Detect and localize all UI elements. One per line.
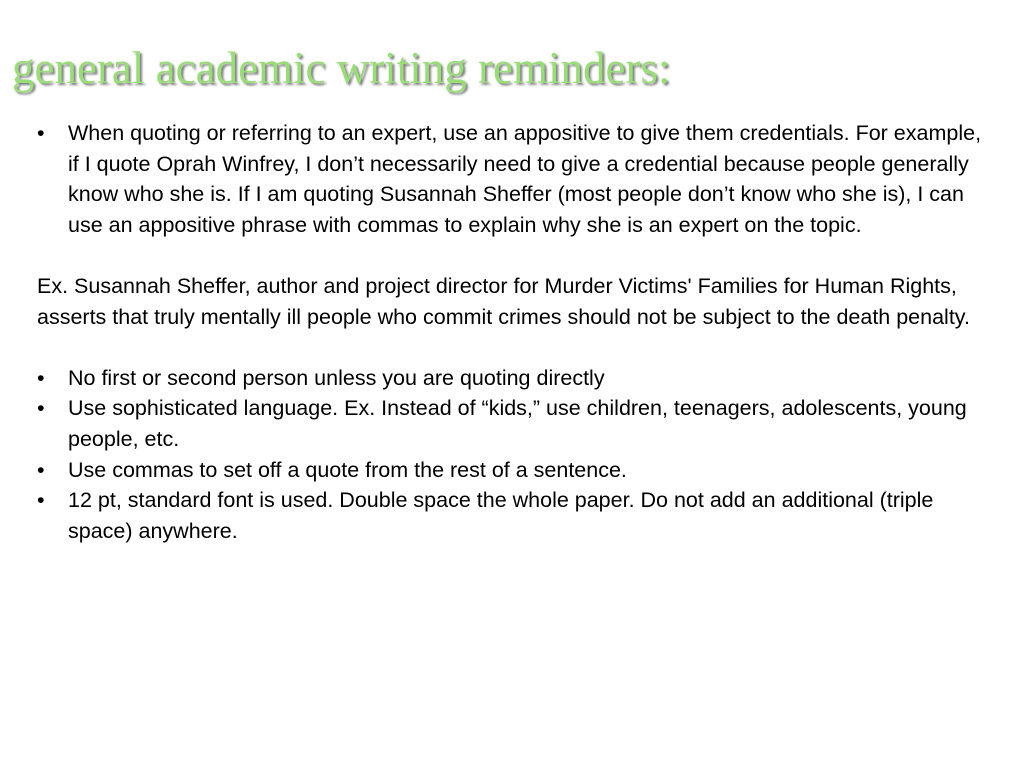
bullet-item xyxy=(37,485,987,546)
bullet-icon: • xyxy=(37,396,45,421)
bullet-icon: • xyxy=(37,121,45,145)
bullet-text: Use sophisticated language. Ex. Instead of “kids,” use children, teenagers, adolescents, young people, etc. xyxy=(68,396,967,451)
bullet-icon: • xyxy=(37,488,45,513)
bullet-item xyxy=(37,363,987,394)
slide-title: general academic writing reminders: xyxy=(12,43,671,93)
slide-body xyxy=(37,118,987,546)
example-paragraph: Ex. Susannah Sheffer, author and project director for Murder Victims' Families for Human Rights, asserts that truly mentally ill people who commit crimes should not be subject to the death penalty. xyxy=(37,273,970,329)
bullet-item xyxy=(37,455,987,486)
bullet-item xyxy=(37,118,987,240)
bullet-text: When quoting or referring to an expert, use an appositive to give them credentials. For example, if I quote Oprah Winfrey, I don’t necessarily need to give a credential because people generally know who she is. If I am quoting Susannah Sheffer (most people don’t know who she is), I can use an appositive phrase with commas to explain why she is an expert on the topic. xyxy=(68,121,982,237)
bullet-text: Use commas to set off a quote from the rest of a sentence. xyxy=(68,457,627,482)
spacer xyxy=(37,240,987,271)
bullet-icon: • xyxy=(37,365,45,390)
bullet-item xyxy=(37,393,987,454)
spacer xyxy=(37,332,987,363)
bullet-list-second xyxy=(37,363,987,547)
bullet-text: No first or second person unless you are quoting directly xyxy=(68,365,605,390)
bullet-text: 12 pt, standard font is used. Double space the whole paper. Do not add an additional (triple space) anywhere. xyxy=(68,488,934,543)
bullet-icon: • xyxy=(37,457,45,482)
bullet-list-first xyxy=(37,118,987,240)
